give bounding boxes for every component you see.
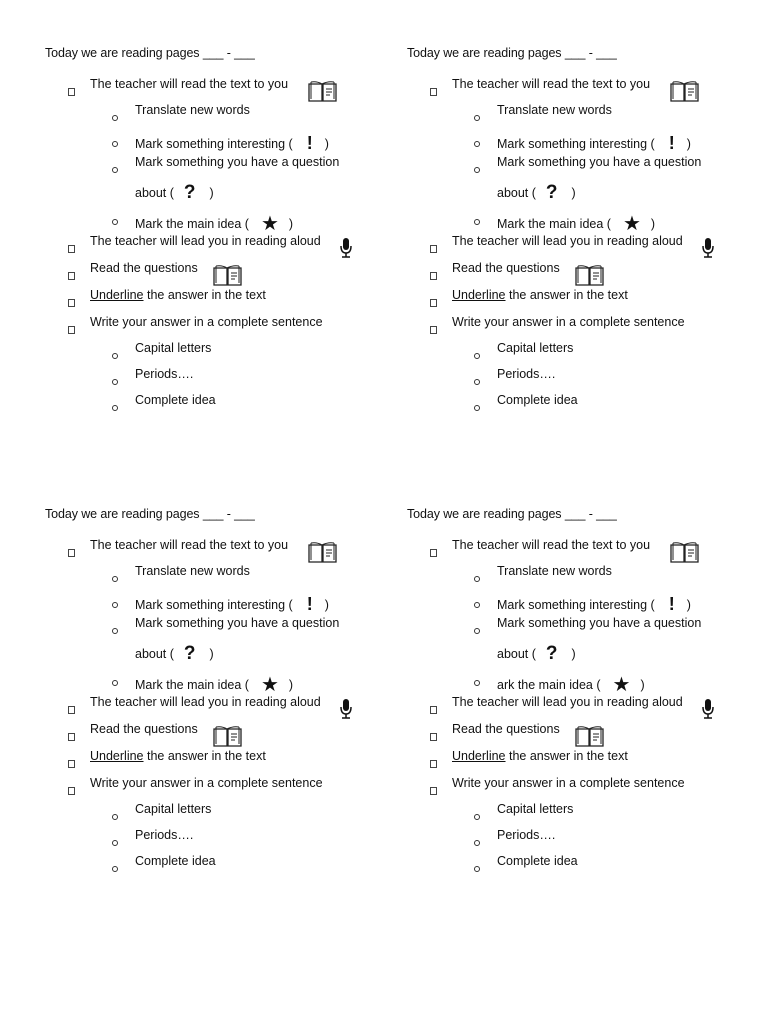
book-icon xyxy=(212,725,243,749)
worksheet-title: Today we are reading pages ___ - ___ xyxy=(407,507,617,521)
book-icon xyxy=(307,80,338,104)
star-icon: ★ xyxy=(612,674,631,696)
label-text: Mark the main idea ( xyxy=(135,677,249,692)
substep-label-cont xyxy=(497,643,576,665)
step-label: Write your answer in a complete sentence xyxy=(90,315,323,329)
checkbox[interactable] xyxy=(68,299,75,307)
step-label: The teacher will lead you in reading aloud xyxy=(452,695,683,709)
bullet xyxy=(474,219,480,225)
close-paren: ) xyxy=(209,186,214,200)
label-rest: the answer in the text xyxy=(143,749,266,763)
substep-label xyxy=(497,672,645,697)
substep-label: Capital letters xyxy=(135,341,212,355)
question-mark-icon: ? xyxy=(545,182,558,203)
substep-label: Complete idea xyxy=(135,854,216,868)
bullet xyxy=(112,353,118,359)
book-icon xyxy=(307,541,338,565)
book-icon xyxy=(574,725,605,749)
label-text: Mark the main idea ( xyxy=(497,216,611,231)
step-label xyxy=(90,288,266,302)
close-paren: ) xyxy=(571,186,576,200)
substep-label: Mark something you have a question xyxy=(135,155,340,169)
checkbox[interactable] xyxy=(430,272,437,280)
label-rest: the answer in the text xyxy=(505,749,628,763)
checkbox[interactable] xyxy=(430,88,437,96)
bullet xyxy=(474,379,480,385)
question-mark-icon: ? xyxy=(183,182,196,203)
bullet xyxy=(112,219,118,225)
star-icon: ★ xyxy=(260,213,279,235)
bullet xyxy=(474,628,480,634)
bullet xyxy=(474,141,480,147)
checkbox[interactable] xyxy=(68,760,75,768)
step-label: The teacher will read the text to you xyxy=(90,77,289,91)
question-mark-icon: ? xyxy=(183,643,196,664)
label-text: about ( xyxy=(497,647,536,661)
question-mark-icon: ? xyxy=(545,643,558,664)
exclamation-icon: ! xyxy=(306,133,313,153)
substep-label xyxy=(497,594,691,615)
exclamation-icon: ! xyxy=(668,133,675,153)
bullet xyxy=(112,840,118,846)
step-label xyxy=(452,749,628,763)
microphone-icon xyxy=(339,698,353,720)
book-icon xyxy=(669,80,700,104)
bullet xyxy=(112,167,118,173)
step-label: The teacher will lead you in reading aloud xyxy=(90,234,321,248)
bullet xyxy=(112,628,118,634)
step-label: The teacher will lead you in reading aloud xyxy=(90,695,321,709)
step-label: Write your answer in a complete sentence xyxy=(452,315,685,329)
microphone-icon xyxy=(701,237,715,259)
bullet xyxy=(474,680,480,686)
checkbox[interactable] xyxy=(68,272,75,280)
substep-label: Translate new words xyxy=(135,564,250,578)
bullet xyxy=(474,576,480,582)
microphone-icon xyxy=(701,698,715,720)
label-rest: the answer in the text xyxy=(143,288,266,302)
microphone-icon xyxy=(339,237,353,259)
substep-label xyxy=(135,594,329,615)
substep-label xyxy=(135,133,329,154)
checkbox[interactable] xyxy=(430,706,437,714)
step-label: Read the questions xyxy=(90,261,198,275)
step-label: The teacher will read the text to you xyxy=(452,77,651,91)
bullet xyxy=(112,866,118,872)
substep-label: Periods…. xyxy=(135,828,194,842)
checkbox[interactable] xyxy=(430,326,437,334)
bullet xyxy=(112,379,118,385)
checkbox[interactable] xyxy=(68,326,75,334)
bullet xyxy=(112,141,118,147)
substep-label: Translate new words xyxy=(135,103,250,117)
step-label: Read the questions xyxy=(90,722,198,736)
worksheet-title: Today we are reading pages ___ - ___ xyxy=(407,46,617,60)
close-paren: ) xyxy=(288,677,294,692)
substep-label: Mark something you have a question xyxy=(497,616,702,630)
checkbox[interactable] xyxy=(68,549,75,557)
checkbox[interactable] xyxy=(430,549,437,557)
substep-label: Capital letters xyxy=(497,341,574,355)
checkbox[interactable] xyxy=(68,88,75,96)
close-paren: ) xyxy=(324,597,329,612)
bullet xyxy=(112,602,118,608)
substep-label xyxy=(497,211,655,236)
bullet xyxy=(112,405,118,411)
substep-label xyxy=(497,133,691,154)
substep-label: Capital letters xyxy=(497,802,574,816)
step-label: The teacher will read the text to you xyxy=(452,538,651,552)
step-label: The teacher will read the text to you xyxy=(90,538,289,552)
worksheet-bottom-right xyxy=(407,507,757,907)
bullet xyxy=(474,167,480,173)
bullet xyxy=(474,602,480,608)
substep-label: Translate new words xyxy=(497,564,612,578)
label-text: about ( xyxy=(497,186,536,200)
substep-label: Mark something you have a question xyxy=(497,155,702,169)
bullet xyxy=(474,405,480,411)
substep-label: Complete idea xyxy=(497,393,578,407)
checkbox[interactable] xyxy=(68,245,75,253)
substep-label-cont xyxy=(135,182,214,204)
close-paren: ) xyxy=(650,216,656,231)
substep-label: Periods…. xyxy=(135,367,194,381)
bullet xyxy=(112,680,118,686)
underlined-word: Underline xyxy=(452,288,506,302)
bullet xyxy=(112,576,118,582)
label-text: ark the main idea ( xyxy=(497,677,601,692)
exclamation-icon: ! xyxy=(306,594,313,614)
substep-label-cont xyxy=(497,182,576,204)
substep-label: Periods…. xyxy=(497,828,556,842)
checkbox[interactable] xyxy=(68,733,75,741)
worksheet-top-right xyxy=(407,46,757,446)
substep-label: Complete idea xyxy=(135,393,216,407)
book-icon xyxy=(212,264,243,288)
close-paren: ) xyxy=(686,136,691,151)
close-paren: ) xyxy=(324,136,329,151)
step-label: Read the questions xyxy=(452,722,560,736)
book-icon xyxy=(574,264,605,288)
book-icon xyxy=(669,541,700,565)
label-text: Mark something interesting ( xyxy=(135,597,293,612)
step-label xyxy=(452,288,628,302)
star-icon: ★ xyxy=(260,674,279,696)
bullet xyxy=(474,353,480,359)
substep-label-cont xyxy=(135,643,214,665)
bullet xyxy=(474,840,480,846)
step-label xyxy=(90,749,266,763)
underlined-word: Underline xyxy=(452,749,506,763)
label-rest: the answer in the text xyxy=(505,288,628,302)
checkbox[interactable] xyxy=(430,733,437,741)
checkbox[interactable] xyxy=(430,245,437,253)
bullet xyxy=(112,115,118,121)
checkbox[interactable] xyxy=(430,787,437,795)
checkbox[interactable] xyxy=(68,706,75,714)
label-text: about ( xyxy=(135,186,174,200)
bullet xyxy=(112,814,118,820)
checkbox[interactable] xyxy=(430,760,437,768)
underlined-word: Underline xyxy=(90,288,144,302)
star-icon: ★ xyxy=(622,213,641,235)
step-label: Write your answer in a complete sentence xyxy=(90,776,323,790)
exclamation-icon: ! xyxy=(668,594,675,614)
bullet xyxy=(474,115,480,121)
label-text: Mark something interesting ( xyxy=(135,136,293,151)
bullet xyxy=(474,866,480,872)
close-paren: ) xyxy=(288,216,294,231)
worksheet-title: Today we are reading pages ___ - ___ xyxy=(45,46,255,60)
checkbox[interactable] xyxy=(68,787,75,795)
worksheet-top-left xyxy=(45,46,395,446)
substep-label xyxy=(135,672,293,697)
worksheet-bottom-left xyxy=(45,507,395,907)
substep-label xyxy=(135,211,293,236)
close-paren: ) xyxy=(209,647,214,661)
label-text: about ( xyxy=(135,647,174,661)
substep-label: Mark something you have a question xyxy=(135,616,340,630)
close-paren: ) xyxy=(686,597,691,612)
close-paren: ) xyxy=(640,677,645,692)
step-label: Read the questions xyxy=(452,261,560,275)
substep-label: Capital letters xyxy=(135,802,212,816)
step-label: Write your answer in a complete sentence xyxy=(452,776,685,790)
substep-label: Periods…. xyxy=(497,367,556,381)
close-paren: ) xyxy=(571,647,576,661)
label-text: Mark the main idea ( xyxy=(135,216,249,231)
underlined-word: Underline xyxy=(90,749,144,763)
worksheet-title: Today we are reading pages ___ - ___ xyxy=(45,507,255,521)
checkbox[interactable] xyxy=(430,299,437,307)
substep-label: Translate new words xyxy=(497,103,612,117)
label-text: Mark something interesting ( xyxy=(497,136,655,151)
step-label: The teacher will lead you in reading aloud xyxy=(452,234,683,248)
substep-label: Complete idea xyxy=(497,854,578,868)
bullet xyxy=(474,814,480,820)
label-text: Mark something interesting ( xyxy=(497,597,655,612)
